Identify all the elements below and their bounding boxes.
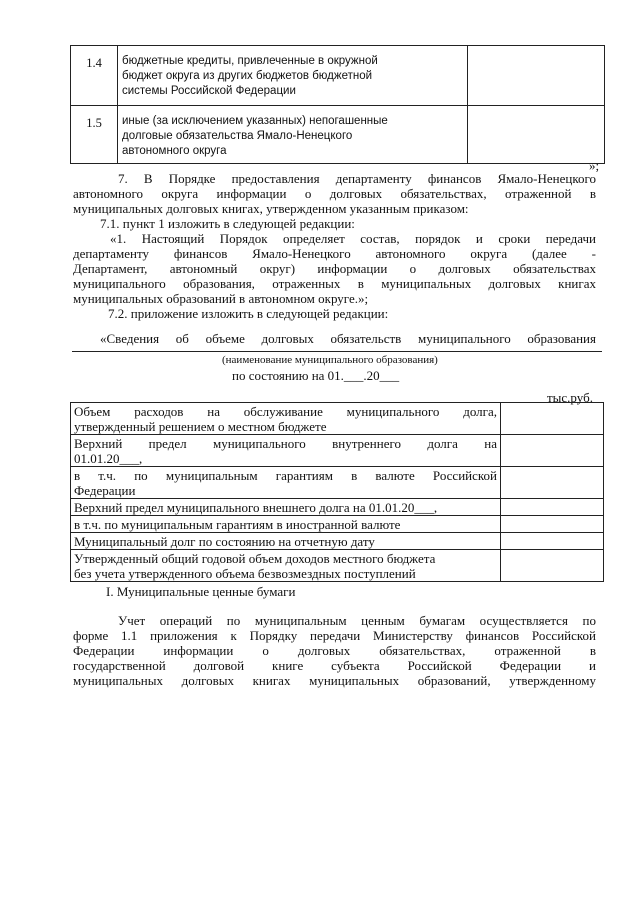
- table-row: [71, 499, 604, 516]
- info-label-line: Объем расходов на обслуживание муниципального долга,: [74, 404, 497, 419]
- info-label-line: 01.01.20___,: [74, 451, 143, 466]
- table-row: [71, 467, 604, 499]
- para71-line: 7.1. пункт 1 изложить в следующей редакции:: [100, 216, 355, 231]
- row-number: 1.5: [71, 106, 118, 164]
- info-label: Муниципальный долг по состоянию на отчетную дату: [71, 533, 501, 550]
- info-label: в т.ч. по муниципальным гарантиям в иностранной валюте: [71, 516, 501, 533]
- table-row: [71, 516, 604, 533]
- info-label-line: утвержденный решением о местном бюджете: [74, 419, 327, 434]
- table-row: [71, 533, 604, 550]
- table-row: [71, 550, 604, 582]
- info-label: Верхний предел муниципального внешнего долга на 01.01.20___,: [71, 499, 501, 516]
- para7-line3: муниципальных долговых книгах, утвержденном указанным приказом:: [73, 201, 469, 216]
- info-label: [71, 435, 501, 467]
- info-label-line: Утвержденный общий годовой объем доходов местного бюджета: [74, 551, 436, 566]
- info-value: [501, 467, 604, 499]
- quote1-line1: «1. Настоящий Порядок определяет состав, порядок и сроки передачи: [110, 231, 596, 246]
- info-value: [501, 499, 604, 516]
- debt-items-table: [70, 45, 605, 164]
- section-para-line4: государственной долговой книге субъекта Российской Федерации и: [73, 658, 596, 673]
- info-value: [501, 516, 604, 533]
- table-row: [71, 403, 604, 435]
- debt-info-table: [70, 402, 604, 582]
- table-row: [71, 106, 605, 164]
- quote1-line4: муниципального образования, отраженных в муниципальных долговых книгах: [73, 276, 596, 291]
- units-label: тыс.руб.: [547, 390, 593, 405]
- row-value: [468, 46, 605, 106]
- section-para-line2: форме 1.1 приложения к Порядку передачи Министерству финансов Российской: [73, 628, 596, 643]
- info-label: [71, 403, 501, 435]
- row-text-line: долговые обязательства Ямало-Ненецкого: [122, 130, 353, 142]
- info-value: [501, 435, 604, 467]
- info-value: [501, 550, 604, 582]
- form-caption: (наименование муниципального образования): [222, 354, 438, 366]
- row-value: [468, 106, 605, 164]
- municipality-name-blank: [72, 351, 602, 352]
- para72-line: 7.2. приложение изложить в следующей редакции:: [108, 306, 389, 321]
- quote1-line3: Департамент, автономный округ) информации о долговых обязательствах: [73, 261, 596, 276]
- row-description: [118, 46, 468, 106]
- row-text-line: иные (за исключением указанных) непогашенные: [122, 115, 388, 127]
- table-row: [71, 46, 605, 106]
- info-label: [71, 550, 501, 582]
- row-number: 1.4: [71, 46, 118, 106]
- para7-line2: автономного округа информации о долговых обязательствах, отраженной в: [73, 186, 596, 201]
- info-value: [501, 533, 604, 550]
- row-text-line: бюджетные кредиты, привлеченные в окружной: [122, 55, 378, 67]
- form-title: «Сведения об объеме долговых обязательств муниципального образования: [100, 331, 596, 346]
- row-text-line: бюджет округа из других бюджетов бюджетной: [122, 70, 373, 82]
- row-text-line: системы Российской Федерации: [122, 85, 296, 97]
- section-para-line5: муниципальных долговых книгах муниципальных образований, утвержденному: [73, 673, 596, 688]
- row-text-line: автономного округа: [122, 145, 227, 157]
- info-label-line: в т.ч. по муниципальным гарантиям в валюте Российской: [74, 468, 497, 483]
- row-description: [118, 106, 468, 164]
- section-heading: I. Муниципальные ценные бумаги: [106, 584, 296, 599]
- closing-quote: »;: [589, 158, 600, 173]
- para7-line1: 7. В Порядке предоставления департаменту финансов Ямало-Ненецкого: [118, 171, 596, 186]
- info-value: [501, 403, 604, 435]
- table-row: [71, 435, 604, 467]
- info-label-line: Федерации: [74, 483, 136, 498]
- quote1-line2: департаменту финансов Ямало-Ненецкого автономного округа (далее -: [73, 246, 596, 261]
- info-label-line: Верхний предел муниципального внутреннего долга на: [74, 436, 497, 451]
- form-date: по состоянию на 01.___.20___: [232, 368, 400, 383]
- section-para-line3: Федерации информации о долговых обязательствах, отраженной в: [73, 643, 596, 658]
- info-label: [71, 467, 501, 499]
- quote1-line5: муниципальных образований в автономном округе.»;: [73, 291, 369, 306]
- info-label-line: без учета утвержденного объема безвозмездных поступлений: [74, 566, 416, 581]
- section-para-line1: Учет операций по муниципальным ценным бумагам осуществляется по: [118, 613, 596, 628]
